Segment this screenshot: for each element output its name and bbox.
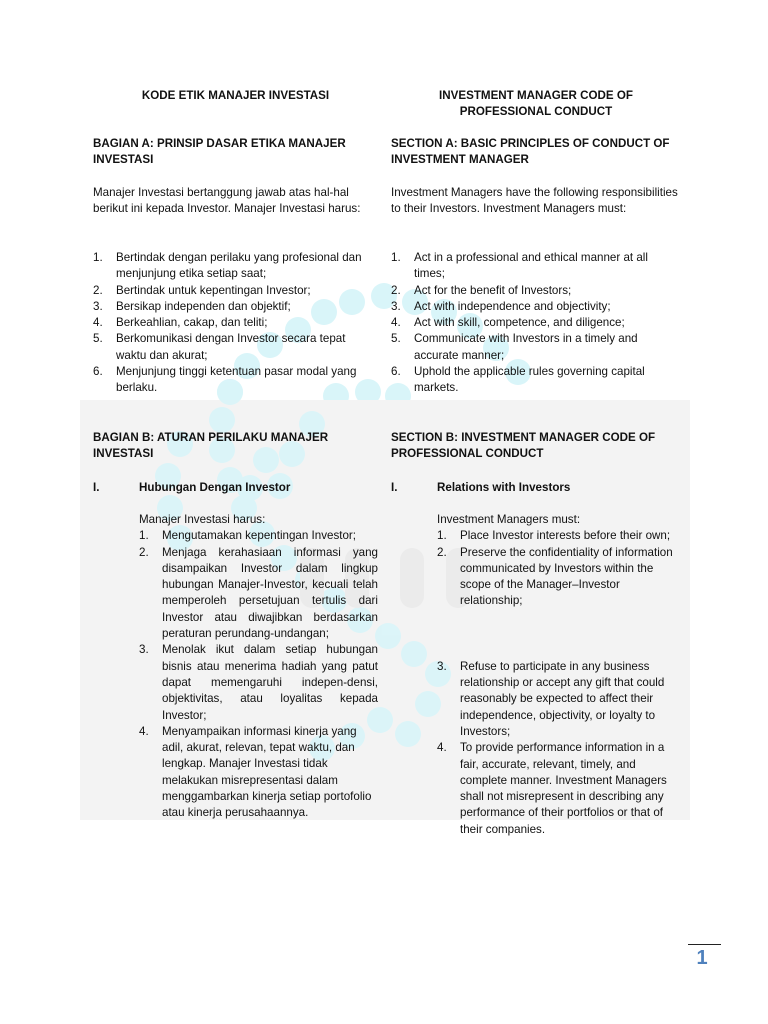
right-sub-heading: Relations with Investors xyxy=(437,481,571,494)
list-item-text: Act with independence and objectivity; xyxy=(414,299,611,313)
list-item-text: Berkeahlian, cakap, dan teliti; xyxy=(116,316,268,330)
page-number-rule xyxy=(688,944,721,945)
right-principles xyxy=(391,250,681,397)
list-item-text: To provide performance information in a fair, accurate, relevant, timely, and complete manner. Investment Managers shall not misrepresent in describing any performance of their portfolios or that of their companies. xyxy=(460,741,667,836)
list-item xyxy=(93,315,378,331)
list-item xyxy=(93,364,378,397)
list-item-number: 1. xyxy=(93,251,103,264)
left-rules-block xyxy=(93,512,378,822)
list-item xyxy=(391,299,681,315)
right-subsection xyxy=(391,480,681,496)
right-section-a xyxy=(391,136,681,169)
list-item-number: 4. xyxy=(93,316,103,330)
list-item-text: Menjunjung tinggi ketentuan pasar modal yang berlaku. xyxy=(116,365,357,395)
list-item-number: 3. xyxy=(391,299,401,313)
list-item xyxy=(437,528,681,544)
list-item-number: 1. xyxy=(437,529,447,543)
right-intro-block xyxy=(391,185,681,218)
left-sub-number: I. xyxy=(93,481,100,494)
left-sub-heading: Hubungan Dengan Investor xyxy=(139,481,291,494)
list-item-text: Bersikap independen dan objektif; xyxy=(116,299,291,313)
left-section-b xyxy=(93,430,378,463)
list-item-text: Uphold the applicable rules governing capital markets. xyxy=(414,365,645,395)
left-column xyxy=(93,88,378,104)
list-item xyxy=(391,283,681,299)
list-item-number: 6. xyxy=(391,365,401,379)
list-item xyxy=(437,545,681,610)
right-section-b xyxy=(391,430,681,463)
list-item-text: Communicate with Investors in a timely and accurate manner; xyxy=(414,332,638,362)
list-item-text: Bertindak untuk kepentingan Investor; xyxy=(116,283,311,297)
right-sub-intro: Investment Managers must: xyxy=(437,513,581,526)
right-sub-number: I. xyxy=(391,481,398,494)
list-item-text: Mengutamakan kepentingan Investor; xyxy=(162,529,356,543)
left-subsection xyxy=(93,480,378,496)
list-item-number: 2. xyxy=(93,283,103,297)
list-item xyxy=(139,642,378,723)
list-item xyxy=(437,659,681,740)
list-item-number: 3. xyxy=(437,659,447,673)
list-item-text: Refuse to participate in any business relationship or accept any gift that could reasonably be expected to affect their independence, objectivity, or loyalty to Investors; xyxy=(460,659,665,738)
list-item-number: 1. xyxy=(391,251,401,264)
list-item-text: Preserve the confidentiality of information communicated by Investors within the scope of the Manager–Investor relationship; xyxy=(460,545,673,608)
list-item-number: 4. xyxy=(437,741,447,755)
list-item-number: 3. xyxy=(139,643,149,657)
list-item-text: Berkomunikasi dengan Investor secara tepat waktu dan akurat; xyxy=(116,332,346,362)
list-item-number: 2. xyxy=(437,545,447,559)
list-item-number: 2. xyxy=(139,545,149,559)
list-item-number: 3. xyxy=(93,299,103,313)
left-section-b-heading: BAGIAN B: ATURAN PERILAKU MANAJER INVESTASI xyxy=(93,431,329,461)
right-column xyxy=(391,88,681,121)
list-item-number: 6. xyxy=(93,365,103,379)
list-item-number: 4. xyxy=(391,316,401,330)
list-item xyxy=(139,528,378,544)
list-item-text: Act in a professional and ethical manner at all times; xyxy=(414,251,648,281)
right-intro: Investment Managers have the following responsibilities to their Investors. Investment Managers must: xyxy=(391,186,678,216)
list-item-text: Menolak ikut dalam setiap hubungan bisnis atau menerima hadiah yang patut dapat memengaruhi indepen-densi, objektivitas, atau loyalitas kepada Investor; xyxy=(162,643,378,722)
list-item xyxy=(93,331,378,364)
left-sub-intro: Manajer Investasi harus: xyxy=(139,513,266,526)
list-item-text: Menyampaikan informasi kinerja yang adil, akurat, relevan, tepat waktu, dan lengkap. Manajer Investasi tidak melakukan misrepresentasi dalam menggambarkan kinerja setiap portofolio atau kinerja perusahaannya. xyxy=(162,724,372,820)
left-section-a-heading: BAGIAN A: PRINSIP DASAR ETIKA MANAJER INVESTASI xyxy=(93,137,346,167)
list-item-number: 4. xyxy=(139,724,149,738)
list-item xyxy=(437,740,681,838)
list-item-number: 5. xyxy=(93,332,103,346)
left-principles-list xyxy=(93,250,378,397)
right-section-a-heading: SECTION A: BASIC PRINCIPLES OF CONDUCT OF INVESTMENT MANAGER xyxy=(391,137,670,167)
right-section-b-heading: SECTION B: INVESTMENT MANAGER CODE OF PROFESSIONAL CONDUCT xyxy=(391,431,656,461)
left-intro-block xyxy=(93,185,378,218)
left-principles xyxy=(93,250,378,397)
list-item-text: Menjaga kerahasiaan informasi yang disampaikan Investor dalam lingkup hubungan Manajer-Investor, kecuali telah memperoleh persetujuan tertulis dari Investor atau diwajibkan berdasarkan peraturan perundang-undangan; xyxy=(162,545,378,641)
page-number: 1 xyxy=(696,947,708,969)
list-item xyxy=(93,250,378,283)
list-item-text: Act for the benefit of Investors; xyxy=(414,283,572,297)
right-rules-block xyxy=(391,512,681,838)
left-title: KODE ETIK MANAJER INVESTASI xyxy=(141,89,330,102)
left-section-a xyxy=(93,136,378,169)
list-item xyxy=(391,331,681,364)
list-item-number: 2. xyxy=(391,283,401,297)
list-item xyxy=(93,299,378,315)
list-item-text: Act with skill, competence, and diligence; xyxy=(414,316,625,330)
list-item xyxy=(139,545,378,643)
right-rules-list xyxy=(437,528,681,838)
left-intro: Manajer Investasi bertanggung jawab atas hal-hal berikut ini kepada Investor. Manajer Investasi harus: xyxy=(93,186,361,216)
left-rules-list xyxy=(139,528,378,821)
list-item xyxy=(391,315,681,331)
right-principles-list xyxy=(391,250,681,397)
list-item-number: 5. xyxy=(391,332,401,346)
list-item-text: Bertindak dengan perilaku yang profesional dan menjunjung etika setiap saat; xyxy=(116,251,362,281)
list-item-text: Place Investor interests before their own; xyxy=(460,529,671,543)
list-item xyxy=(139,724,378,822)
list-item xyxy=(391,250,681,283)
list-item xyxy=(93,283,378,299)
list-item xyxy=(391,364,681,397)
right-title: INVESTMENT MANAGER CODE OF PROFESSIONAL CONDUCT xyxy=(439,89,633,119)
list-item-number: 1. xyxy=(139,529,149,543)
